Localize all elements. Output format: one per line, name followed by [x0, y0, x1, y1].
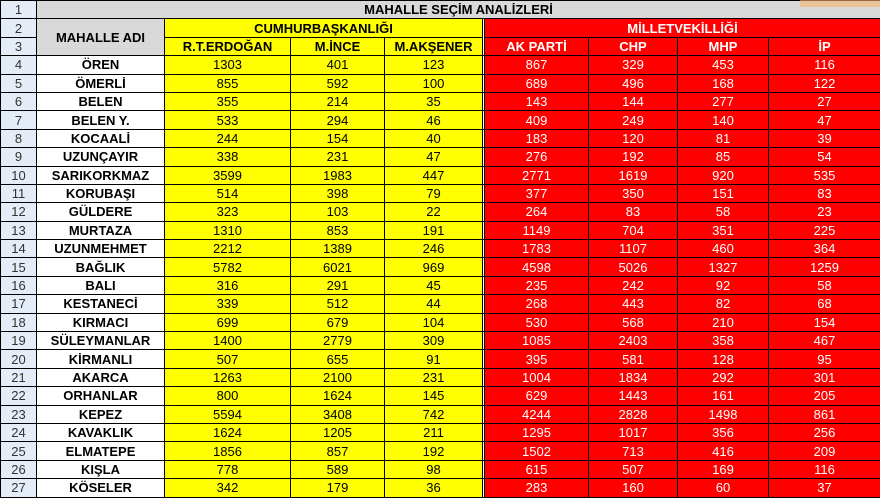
table-row: [1, 258, 880, 276]
mahalle-name-cell[interactable]: BAĞLIK: [37, 258, 165, 276]
mv-value-cell[interactable]: 351: [678, 221, 769, 239]
mv-value-cell[interactable]: 58: [678, 203, 769, 221]
cb-value-cell[interactable]: 294: [291, 111, 385, 129]
mv-value-cell[interactable]: 58: [769, 276, 880, 294]
mv-value-cell[interactable]: 122: [769, 74, 880, 92]
mv-value-cell[interactable]: 37: [769, 479, 880, 497]
cb-value-cell[interactable]: 398: [291, 184, 385, 202]
mv-value-cell[interactable]: 81: [678, 129, 769, 147]
row-number[interactable]: 8: [1, 129, 37, 147]
mahalle-name-cell[interactable]: ELMATEPE: [37, 442, 165, 460]
mv-value-cell[interactable]: 1502: [485, 442, 589, 460]
table-row: [1, 460, 880, 478]
cb-value-cell[interactable]: 323: [165, 203, 291, 221]
mv-value-cell[interactable]: 568: [589, 313, 678, 331]
row-number[interactable]: 21: [1, 368, 37, 386]
row-number[interactable]: 5: [1, 74, 37, 92]
mv-value-cell[interactable]: 169: [678, 460, 769, 478]
table-row: [1, 313, 880, 331]
table-row: [1, 129, 880, 147]
table-row: [1, 479, 880, 497]
mv-value-cell[interactable]: 861: [769, 405, 880, 423]
cb-value-cell[interactable]: 231: [291, 148, 385, 166]
cb-value-cell[interactable]: 103: [291, 203, 385, 221]
cb-value-cell[interactable]: 853: [291, 221, 385, 239]
mv-value-cell[interactable]: 615: [485, 460, 589, 478]
table-row: [1, 442, 880, 460]
mv-value-cell[interactable]: 60: [678, 479, 769, 497]
mv-value-cell[interactable]: 95: [769, 350, 880, 368]
cb-value-cell[interactable]: 857: [291, 442, 385, 460]
mv-value-cell[interactable]: 205: [769, 387, 880, 405]
mv-value-cell[interactable]: 292: [678, 368, 769, 386]
table-row: [1, 423, 880, 441]
cb-value-cell[interactable]: 231: [385, 368, 483, 386]
cb-value-cell[interactable]: 655: [291, 350, 385, 368]
row-number[interactable]: 2: [1, 19, 37, 37]
mahalle-name-cell[interactable]: BALI: [37, 276, 165, 294]
table-row: [1, 203, 880, 221]
row-2: [1, 19, 880, 37]
row-number[interactable]: 15: [1, 258, 37, 276]
header-mhp[interactable]: MHP: [678, 37, 769, 55]
row-number[interactable]: 6: [1, 92, 37, 110]
header-ip[interactable]: İP: [769, 37, 880, 55]
cb-value-cell[interactable]: 316: [165, 276, 291, 294]
mv-value-cell[interactable]: 329: [589, 56, 678, 74]
mv-value-cell[interactable]: 1107: [589, 240, 678, 258]
cb-value-cell[interactable]: 1263: [165, 368, 291, 386]
header-milletvekilligi[interactable]: MİLLETVEKİLLİĞİ: [485, 19, 880, 37]
header-chp[interactable]: CHP: [589, 37, 678, 55]
cb-value-cell[interactable]: 1310: [165, 221, 291, 239]
header-m-aksener[interactable]: M.AKŞENER: [385, 37, 483, 55]
mv-value-cell[interactable]: 143: [485, 92, 589, 110]
mv-value-cell[interactable]: 249: [589, 111, 678, 129]
table-row: [1, 368, 880, 386]
cb-value-cell[interactable]: 507: [165, 350, 291, 368]
mv-value-cell[interactable]: 83: [589, 203, 678, 221]
cb-value-cell[interactable]: 192: [385, 442, 483, 460]
mv-value-cell[interactable]: 277: [678, 92, 769, 110]
cb-value-cell[interactable]: 589: [291, 460, 385, 478]
table-row: [1, 350, 880, 368]
cb-value-cell[interactable]: 40: [385, 129, 483, 147]
cb-value-cell[interactable]: 1856: [165, 442, 291, 460]
cb-value-cell[interactable]: 309: [385, 332, 483, 350]
mahalle-name-cell[interactable]: ÖMERLİ: [37, 74, 165, 92]
mv-value-cell[interactable]: 395: [485, 350, 589, 368]
table-row: [1, 387, 880, 405]
mv-value-cell[interactable]: 256: [769, 423, 880, 441]
mv-value-cell[interactable]: 183: [485, 129, 589, 147]
cb-value-cell[interactable]: 401: [291, 56, 385, 74]
cb-value-cell[interactable]: 447: [385, 166, 483, 184]
mv-value-cell[interactable]: 242: [589, 276, 678, 294]
cb-value-cell[interactable]: 1624: [165, 423, 291, 441]
mahalle-name-cell[interactable]: KORUBAŞI: [37, 184, 165, 202]
cb-value-cell[interactable]: 154: [291, 129, 385, 147]
mv-value-cell[interactable]: 629: [485, 387, 589, 405]
mahalle-name-cell[interactable]: KIŞLA: [37, 460, 165, 478]
row-number[interactable]: 12: [1, 203, 37, 221]
mahalle-name-cell[interactable]: ÖREN: [37, 56, 165, 74]
row-number[interactable]: 11: [1, 184, 37, 202]
row-number[interactable]: 24: [1, 423, 37, 441]
mv-value-cell[interactable]: 1295: [485, 423, 589, 441]
cb-value-cell[interactable]: 355: [165, 92, 291, 110]
mv-value-cell[interactable]: 283: [485, 479, 589, 497]
cb-value-cell[interactable]: 512: [291, 295, 385, 313]
mv-value-cell[interactable]: 92: [678, 276, 769, 294]
cb-value-cell[interactable]: 1624: [291, 387, 385, 405]
mv-value-cell[interactable]: 210: [678, 313, 769, 331]
mv-value-cell[interactable]: 453: [678, 56, 769, 74]
cb-value-cell[interactable]: 100: [385, 74, 483, 92]
mahalle-name-cell[interactable]: KİRMANLI: [37, 350, 165, 368]
mv-value-cell[interactable]: 5026: [589, 258, 678, 276]
table-row: [1, 56, 880, 74]
mahalle-name-cell[interactable]: SÜLEYMANLAR: [37, 332, 165, 350]
mv-value-cell[interactable]: 416: [678, 442, 769, 460]
mahalle-name-cell[interactable]: BELEN: [37, 92, 165, 110]
mahalle-name-cell[interactable]: UZUNMEHMET: [37, 240, 165, 258]
row-number[interactable]: 9: [1, 148, 37, 166]
mv-value-cell[interactable]: 2828: [589, 405, 678, 423]
mv-value-cell[interactable]: 168: [678, 74, 769, 92]
table-row: [1, 332, 880, 350]
mv-value-cell[interactable]: 209: [769, 442, 880, 460]
mv-value-cell[interactable]: 4598: [485, 258, 589, 276]
mv-value-cell[interactable]: 4244: [485, 405, 589, 423]
mv-value-cell[interactable]: 54: [769, 148, 880, 166]
row-number[interactable]: 19: [1, 332, 37, 350]
mv-value-cell[interactable]: 496: [589, 74, 678, 92]
table-row: [1, 111, 880, 129]
mv-value-cell[interactable]: 264: [485, 203, 589, 221]
mv-value-cell[interactable]: 120: [589, 129, 678, 147]
mahalle-name-cell[interactable]: BELEN Y.: [37, 111, 165, 129]
mv-value-cell[interactable]: 82: [678, 295, 769, 313]
cb-value-cell[interactable]: 98: [385, 460, 483, 478]
cb-value-cell[interactable]: 342: [165, 479, 291, 497]
cb-value-cell[interactable]: 592: [291, 74, 385, 92]
mv-value-cell[interactable]: 581: [589, 350, 678, 368]
mv-value-cell[interactable]: 535: [769, 166, 880, 184]
cb-value-cell[interactable]: 2779: [291, 332, 385, 350]
row-number[interactable]: 7: [1, 111, 37, 129]
table-row: [1, 184, 880, 202]
mv-value-cell[interactable]: 1085: [485, 332, 589, 350]
mv-value-cell[interactable]: 276: [485, 148, 589, 166]
cb-value-cell[interactable]: 145: [385, 387, 483, 405]
cb-value-cell[interactable]: 1400: [165, 332, 291, 350]
mv-value-cell[interactable]: 160: [589, 479, 678, 497]
row-number[interactable]: 1: [1, 1, 37, 19]
row-number[interactable]: 10: [1, 166, 37, 184]
cb-value-cell[interactable]: 91: [385, 350, 483, 368]
mv-value-cell[interactable]: 235: [485, 276, 589, 294]
table-row: [1, 166, 880, 184]
mv-value-cell[interactable]: 409: [485, 111, 589, 129]
mahalle-name-cell[interactable]: KEPEZ: [37, 405, 165, 423]
mv-value-cell[interactable]: 301: [769, 368, 880, 386]
mv-value-cell[interactable]: 128: [678, 350, 769, 368]
mv-value-cell[interactable]: 689: [485, 74, 589, 92]
cb-value-cell[interactable]: 6021: [291, 258, 385, 276]
mv-value-cell[interactable]: 1327: [678, 258, 769, 276]
mv-value-cell[interactable]: 192: [589, 148, 678, 166]
mahalle-name-cell[interactable]: SARIKORKMAZ: [37, 166, 165, 184]
cb-value-cell[interactable]: 291: [291, 276, 385, 294]
mv-value-cell[interactable]: 1149: [485, 221, 589, 239]
mahalle-name-cell[interactable]: GÜLDERE: [37, 203, 165, 221]
mahalle-name-cell[interactable]: ORHANLAR: [37, 387, 165, 405]
table-row: [1, 295, 880, 313]
row-number[interactable]: 27: [1, 479, 37, 497]
cb-value-cell[interactable]: 36: [385, 479, 483, 497]
mv-value-cell[interactable]: 358: [678, 332, 769, 350]
mahalle-name-cell[interactable]: KAVAKLIK: [37, 423, 165, 441]
row-number[interactable]: 25: [1, 442, 37, 460]
mv-value-cell[interactable]: 867: [485, 56, 589, 74]
cb-value-cell[interactable]: 179: [291, 479, 385, 497]
cb-value-cell[interactable]: 123: [385, 56, 483, 74]
mv-value-cell[interactable]: 2403: [589, 332, 678, 350]
mv-value-cell[interactable]: 356: [678, 423, 769, 441]
mv-value-cell[interactable]: 116: [769, 56, 880, 74]
mv-value-cell[interactable]: 443: [589, 295, 678, 313]
cb-value-cell[interactable]: 46: [385, 111, 483, 129]
cb-value-cell[interactable]: 104: [385, 313, 483, 331]
row-number[interactable]: 20: [1, 350, 37, 368]
cb-value-cell[interactable]: 244: [165, 129, 291, 147]
cb-value-cell[interactable]: 778: [165, 460, 291, 478]
row-number[interactable]: 3: [1, 37, 37, 55]
cb-value-cell[interactable]: 800: [165, 387, 291, 405]
header-cumhurbaskanligi[interactable]: CUMHURBAŞKANLIĞI: [165, 19, 483, 37]
row-number[interactable]: 17: [1, 295, 37, 313]
table-row: [1, 276, 880, 294]
mv-value-cell[interactable]: 530: [485, 313, 589, 331]
cb-value-cell[interactable]: 246: [385, 240, 483, 258]
row-number[interactable]: 18: [1, 313, 37, 331]
header-rt-erdogan[interactable]: R.T.ERDOĞAN: [165, 37, 291, 55]
mv-value-cell[interactable]: 1259: [769, 258, 880, 276]
mv-value-cell[interactable]: 460: [678, 240, 769, 258]
cb-value-cell[interactable]: 1389: [291, 240, 385, 258]
mahalle-name-cell[interactable]: UZUNÇAYIR: [37, 148, 165, 166]
row-number[interactable]: 14: [1, 240, 37, 258]
cb-value-cell[interactable]: 969: [385, 258, 483, 276]
mv-value-cell[interactable]: 1443: [589, 387, 678, 405]
mv-value-cell[interactable]: 27: [769, 92, 880, 110]
cb-value-cell[interactable]: 79: [385, 184, 483, 202]
row-number[interactable]: 23: [1, 405, 37, 423]
mahalle-name-cell[interactable]: KÖSELER: [37, 479, 165, 497]
mahalle-name-cell[interactable]: KESTANECİ: [37, 295, 165, 313]
cb-value-cell[interactable]: 22: [385, 203, 483, 221]
mv-value-cell[interactable]: 1834: [589, 368, 678, 386]
mv-value-cell[interactable]: 1619: [589, 166, 678, 184]
mahalle-name-cell[interactable]: KIRMACI: [37, 313, 165, 331]
cb-value-cell[interactable]: 47: [385, 148, 483, 166]
cb-value-cell[interactable]: 855: [165, 74, 291, 92]
table-row: [1, 92, 880, 110]
cb-value-cell[interactable]: 2212: [165, 240, 291, 258]
mv-value-cell[interactable]: 39: [769, 129, 880, 147]
mv-value-cell[interactable]: 1498: [678, 405, 769, 423]
sheet-title[interactable]: MAHALLE SEÇİM ANALİZLERİ: [37, 1, 880, 19]
mahalle-name-cell[interactable]: MURTAZA: [37, 221, 165, 239]
mv-value-cell[interactable]: 85: [678, 148, 769, 166]
mv-value-cell[interactable]: 704: [589, 221, 678, 239]
table-row: [1, 221, 880, 239]
cb-value-cell[interactable]: 338: [165, 148, 291, 166]
mv-value-cell[interactable]: 154: [769, 313, 880, 331]
mv-value-cell[interactable]: 140: [678, 111, 769, 129]
header-mahalle-adi[interactable]: MAHALLE ADI: [37, 19, 165, 56]
cb-value-cell[interactable]: 339: [165, 295, 291, 313]
cb-value-cell[interactable]: 1303: [165, 56, 291, 74]
mv-value-cell[interactable]: 151: [678, 184, 769, 202]
cb-value-cell[interactable]: 533: [165, 111, 291, 129]
row-1: [1, 1, 880, 19]
cb-value-cell[interactable]: 211: [385, 423, 483, 441]
cb-value-cell[interactable]: 44: [385, 295, 483, 313]
mv-value-cell[interactable]: 161: [678, 387, 769, 405]
row-number[interactable]: 26: [1, 460, 37, 478]
header-ak-parti[interactable]: AK PARTİ: [485, 37, 589, 55]
mv-value-cell[interactable]: 68: [769, 295, 880, 313]
mv-value-cell[interactable]: 144: [589, 92, 678, 110]
cb-value-cell[interactable]: 191: [385, 221, 483, 239]
row-number[interactable]: 22: [1, 387, 37, 405]
cb-value-cell[interactable]: 514: [165, 184, 291, 202]
cb-value-cell[interactable]: 742: [385, 405, 483, 423]
row-number[interactable]: 16: [1, 276, 37, 294]
mv-value-cell[interactable]: 713: [589, 442, 678, 460]
table-row: [1, 240, 880, 258]
mahalle-name-cell[interactable]: KOCAALİ: [37, 129, 165, 147]
mv-value-cell[interactable]: 507: [589, 460, 678, 478]
cell-selection-highlight: [800, 0, 880, 7]
cb-value-cell[interactable]: 679: [291, 313, 385, 331]
mv-value-cell[interactable]: 2771: [485, 166, 589, 184]
mahalle-name-cell[interactable]: AKARCA: [37, 368, 165, 386]
cb-value-cell[interactable]: 5594: [165, 405, 291, 423]
mv-value-cell[interactable]: 377: [485, 184, 589, 202]
table-row: [1, 74, 880, 92]
table-row: [1, 148, 880, 166]
cb-value-cell[interactable]: 214: [291, 92, 385, 110]
cb-value-cell[interactable]: 3408: [291, 405, 385, 423]
cb-value-cell[interactable]: 1205: [291, 423, 385, 441]
cb-value-cell[interactable]: 35: [385, 92, 483, 110]
table-row: [1, 405, 880, 423]
mv-value-cell[interactable]: 350: [589, 184, 678, 202]
mv-value-cell[interactable]: 268: [485, 295, 589, 313]
row-number[interactable]: 13: [1, 221, 37, 239]
mv-value-cell[interactable]: 920: [678, 166, 769, 184]
mv-value-cell[interactable]: 23: [769, 203, 880, 221]
header-m-ince[interactable]: M.İNCE: [291, 37, 385, 55]
row-number[interactable]: 4: [1, 56, 37, 74]
mv-value-cell[interactable]: 47: [769, 111, 880, 129]
mv-value-cell[interactable]: 1004: [485, 368, 589, 386]
mv-value-cell[interactable]: 1017: [589, 423, 678, 441]
cb-value-cell[interactable]: 3599: [165, 166, 291, 184]
cb-value-cell[interactable]: 45: [385, 276, 483, 294]
mv-value-cell[interactable]: 364: [769, 240, 880, 258]
mv-value-cell[interactable]: 467: [769, 332, 880, 350]
cb-value-cell[interactable]: 2100: [291, 368, 385, 386]
cb-value-cell[interactable]: 699: [165, 313, 291, 331]
cb-value-cell[interactable]: 5782: [165, 258, 291, 276]
mv-value-cell[interactable]: 1783: [485, 240, 589, 258]
mv-value-cell[interactable]: 83: [769, 184, 880, 202]
cb-value-cell[interactable]: 1983: [291, 166, 385, 184]
mv-value-cell[interactable]: 225: [769, 221, 880, 239]
mv-value-cell[interactable]: 116: [769, 460, 880, 478]
